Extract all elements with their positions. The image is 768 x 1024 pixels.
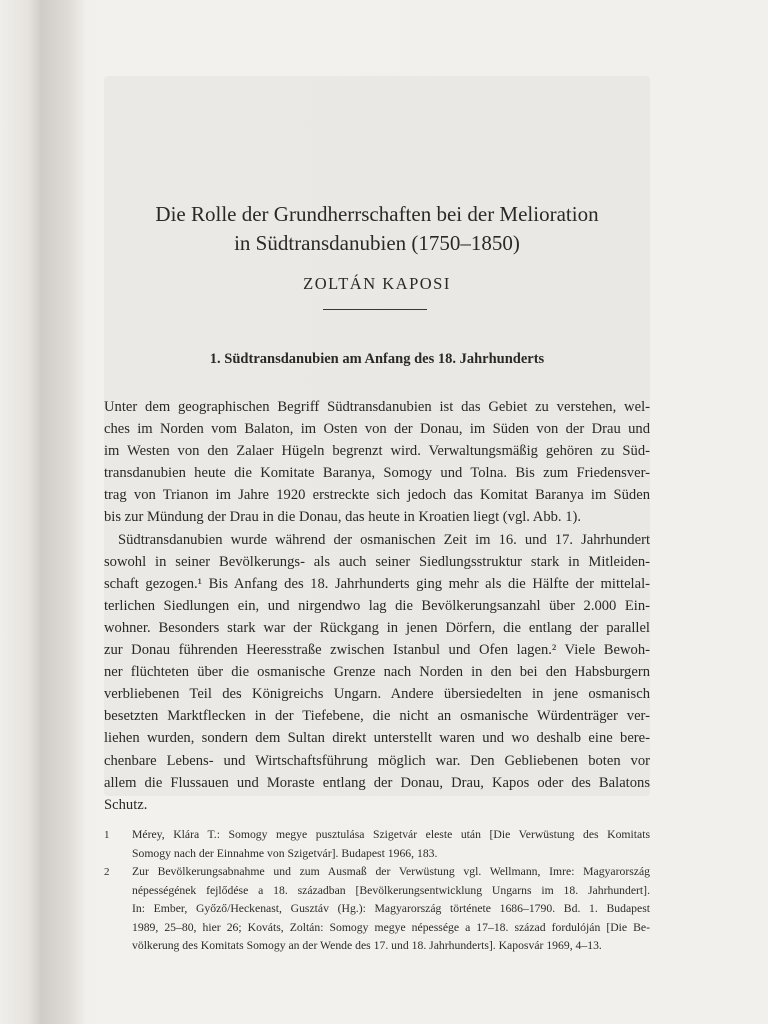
text-line: zur Donau führenden Heeresstraße zwischen Istanbul und Ofen lagen.² Viele Bewoh- bbox=[104, 642, 650, 659]
footnote-line: Somogy nach der Einnahme von Szigetvár]. Budapest 1966, 183. bbox=[132, 846, 438, 860]
author-name: ZOLTÁN KAPOSI bbox=[303, 274, 451, 293]
footnote-line: 1989, 25–80, hier 26; Kováts, Zoltán: Somogy megye népessége a 17–18. század fordulóján [Die Be- bbox=[132, 920, 650, 934]
body-text bbox=[104, 396, 650, 816]
title-line-1: Die Rolle der Grundherrschaften bei der Melioration bbox=[155, 202, 599, 226]
text-line: im Westen von den Zalaer Hügeln begrenzt wird. Verwaltungsmäßig gehören zu Süd- bbox=[104, 443, 650, 460]
footnote-line: népességének fejlődése a 18. században [Bevölkerungsentwicklung Ungarns im 18. Jahrhundert]. bbox=[132, 883, 650, 897]
text-line: trag von Trianon im Jahre 1920 erstreckte sich jedoch das Komitat Baranya im Süden bbox=[104, 487, 650, 504]
footnote-number: 2 bbox=[104, 866, 110, 878]
paragraph-1 bbox=[104, 396, 650, 529]
title-divider bbox=[323, 309, 427, 310]
article-title bbox=[104, 200, 650, 258]
text-line: chenbare Lebens- und Wirtschaftsführung möglich war. Den Gebliebenen boten vor bbox=[104, 752, 650, 769]
footnote-2 bbox=[104, 863, 650, 956]
footnote-1 bbox=[104, 826, 650, 863]
title-line-2: in Südtransdanubien (1750–1850) bbox=[234, 231, 520, 255]
gutter-shadow bbox=[40, 0, 86, 1024]
text-line: wohner. Besonders stark war der Rückgang in jenen Dörfern, die entlang der parallel bbox=[104, 619, 650, 636]
text-line: liehen wurden, sondern dem Sultan direkt unterstellt waren und wo deshalb eine bere- bbox=[104, 730, 650, 747]
text-line: Südtransdanubien wurde während der osmanischen Zeit im 16. und 17. Jahrhundert bbox=[118, 531, 650, 548]
footnote-line: völkerung des Komitats Somogy an der Wende des 17. und 18. Jahrhunderts]. Kaposvár 1969, 4–13. bbox=[132, 939, 602, 952]
facing-page-edge bbox=[0, 0, 40, 1024]
text-line: transdanubien heute die Komitate Baranya, Somogy und Tolna. Bis zum Friedensver- bbox=[104, 465, 650, 482]
text-line: sowohl in seiner Bevölkerungs- als auch seiner Siedlungsstruktur stark in Mitleiden- bbox=[104, 553, 650, 570]
text-line: ner flüchteten über die osmanische Grenze nach Norden in den bei den Habsburgern bbox=[104, 664, 650, 681]
text-line: ches im Norden vom Balaton, im Osten von der Donau, im Süden von der Drau und bbox=[104, 421, 650, 438]
text-line: allem die Flussauen und Moraste entlang der Donau, Drau, Kapos oder des Balatons bbox=[104, 774, 650, 791]
text-line: Schutz. bbox=[104, 796, 148, 813]
footnotes bbox=[104, 826, 650, 956]
text-line: verbliebenen Teil des Königreichs Ungarn. Andere übersiedelten in jene osmanisch bbox=[104, 686, 650, 703]
paragraph-2 bbox=[104, 529, 650, 816]
section-heading: 1. Südtransdanubien am Anfang des 18. Jahrhunderts bbox=[209, 351, 545, 367]
text-line: schaft gezogen.¹ Bis Anfang des 18. Jahrhunderts ging mehr als die Hälfte der mittelal- bbox=[104, 575, 650, 592]
text-line: besetzten Marktflecken in der Tiefebene, die nicht an osmanische Würdenträger ver- bbox=[104, 708, 650, 725]
footnote-line: In: Ember, Győző/Heckenast, Gusztáv (Hg.): Magyarország története 1686–1790. Bd. 1. Budapest bbox=[132, 902, 650, 915]
text-line: bis zur Mündung der Drau in die Donau, das heute in Kroatien liegt (vgl. Abb. 1). bbox=[104, 509, 582, 526]
text-line: Unter dem geographischen Begriff Südtransdanubien ist das Gebiet zu verstehen, wel- bbox=[104, 399, 650, 415]
footnote-line: Zur Bevölkerungsabnahme und zum Ausmaß der Verwüstung vgl. Wellmann, Imre: Magyarország bbox=[132, 865, 650, 878]
footnote-number: 1 bbox=[104, 829, 110, 841]
text-line: terlichen Siedlungen ein, und nirgendwo lag die Bevölkerungsanzahl über 2.000 Ein- bbox=[104, 597, 650, 614]
footnote-line: Mérey, Klára T.: Somogy megye pusztulása Szigetvár eleste után [Die Verwüstung des Komitats bbox=[132, 828, 650, 841]
